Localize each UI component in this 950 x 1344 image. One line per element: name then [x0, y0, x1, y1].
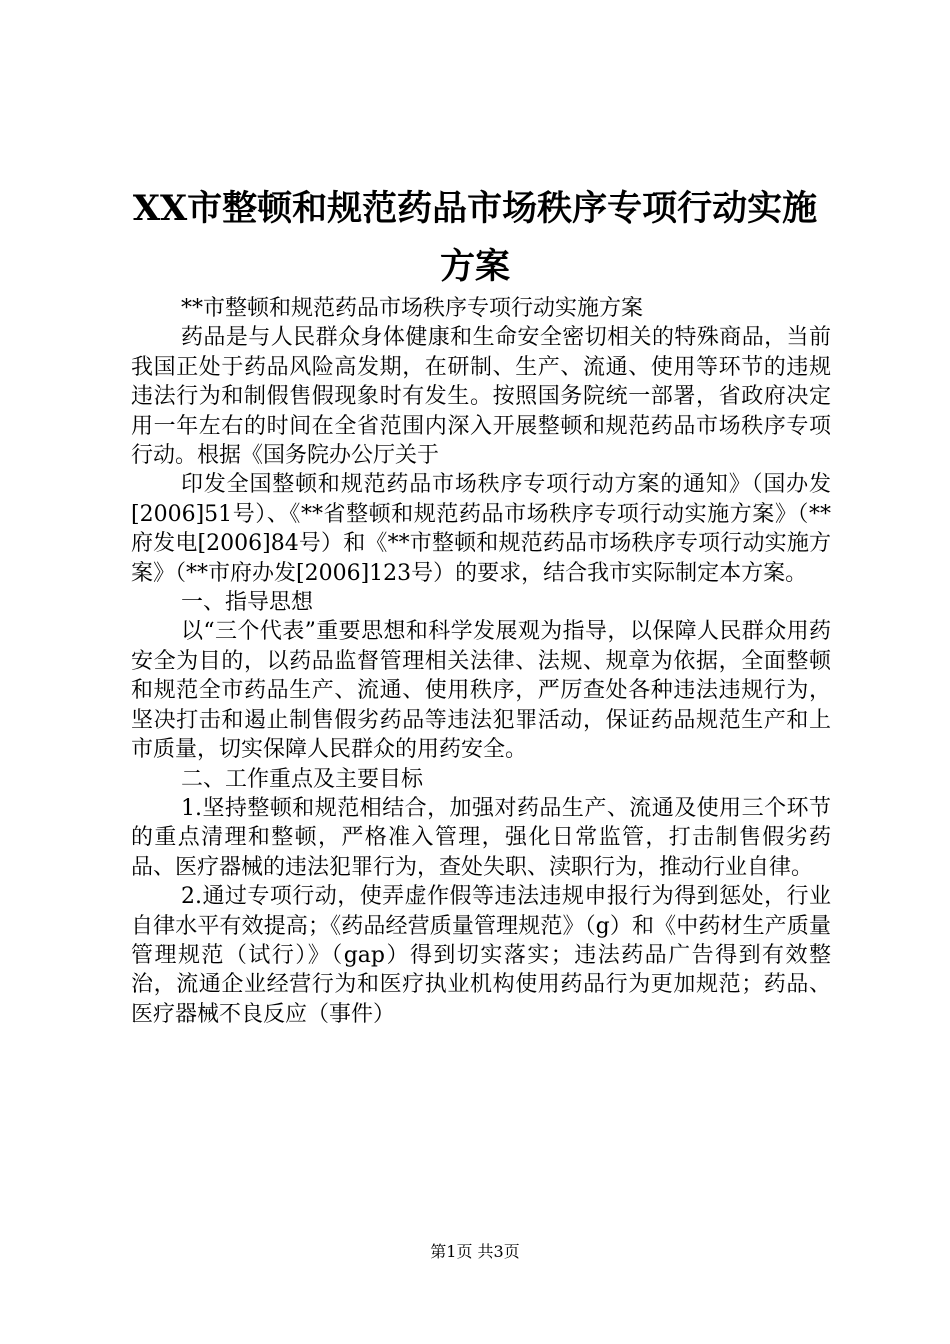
basis-paragraph: 印发全国整顿和规范药品市场秩序专项行动方案的通知》（国办发[2006]51号）、《**省整顿和规范药品市场秩序专项行动实施方案》（**府发电[2006]84号）和《**市整顿和规范药品市场秩序专项行动实施方案》（**市府办发[2006]123号）的要求，结合我市实际制定本方案。: [131, 472, 831, 586]
section-heading-guiding-thought: 一、指导思想: [181, 590, 314, 616]
intro-paragraph: 药品是与人民群众身体健康和生命安全密切相关的特殊商品，当前我国正处于药品风险高发期，在研制、生产、流通、使用等环节的违规违法行为和制假售假现象时有发生。按照国务院统一部署，省政府决定用一年左右的时间在全省范围内深入开展整顿和规范药品市场秩序专项行动。根据《国务院办公厅关于: [131, 325, 831, 469]
section-heading-key-work: 二、工作重点及主要目标: [181, 766, 424, 792]
document-title: [90, 180, 860, 296]
guiding-thought-paragraph: 以“三个代表”重要思想和科学发展观为指导，以保障人民群众用药安全为目的，以药品监督管理相关法律、法规、规章为依据，全面整顿和规范全市药品生产、流通、使用秩序，严厉查处各种违法违规行为，坚决打击和遏止制售假劣药品等违法犯罪活动，保证药品规范生产和上市质量，切实保障人民群众的用药安全。: [131, 619, 831, 763]
subtitle-paragraph: **市整顿和规范药品市场秩序专项行动实施方案: [181, 296, 644, 321]
document-body: [131, 294, 831, 1029]
key-work-item-1: 1.坚持整顿和规范相结合，加强对药品生产、流通及使用三个环节的重点清理和整顿，严格准入管理，强化日常监管，打击制售假劣药品、医疗器械的违法犯罪行为，查处失职、渎职行为，推动行业自律。: [131, 795, 831, 880]
document-title-line-2: 方案: [439, 246, 510, 287]
key-work-item-2: 2.通过专项行动，使弄虚作假等违法违规申报行为得到惩处，行业自律水平有效提高；《药品经营质量管理规范》（g）和《中药材生产质量管理规范（试行）》（gap）得到切实落实；违法药品广告得到有效整治，流通企业经营行为和医疗执业机构使用药品行为更加规范；药品、医疗器械不良反应（事件）: [131, 884, 831, 1027]
document-title-line-1: XX市整顿和规范药品市场秩序专项行动实施: [132, 188, 818, 229]
page-footer: [0, 1242, 950, 1262]
page-number: 第1页 共3页: [430, 1242, 520, 1261]
